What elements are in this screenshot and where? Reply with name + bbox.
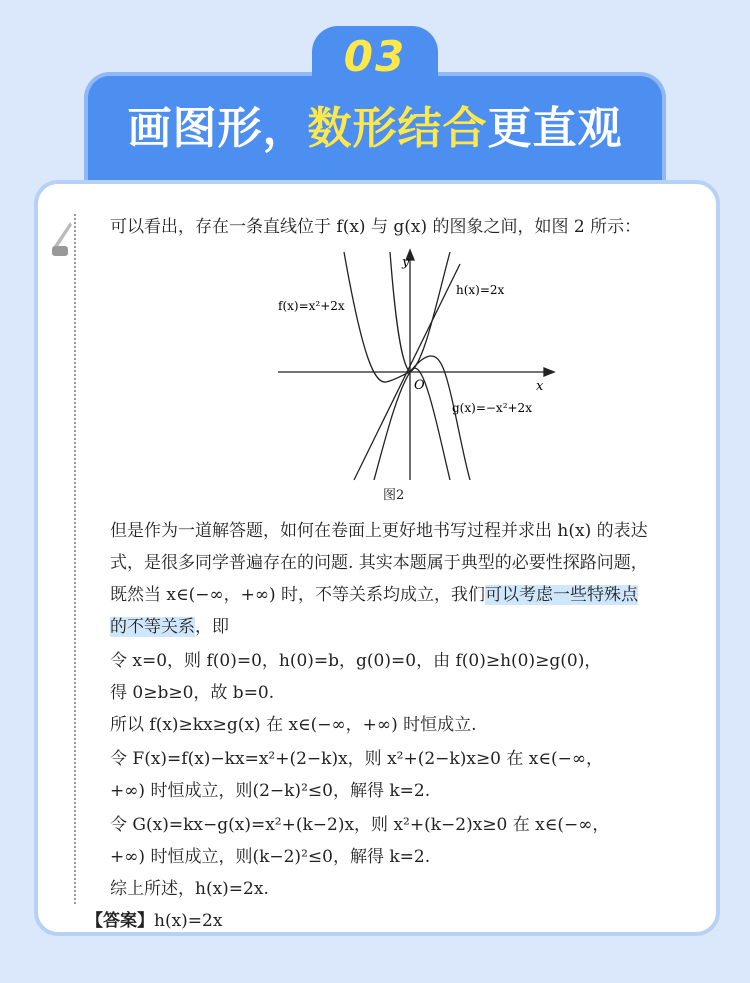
derivation-line-7: +∞) 时恒成立，则(k−2)²≤0，解得 k=2. <box>110 847 431 867</box>
highlighted-text-2: 的不等关系 <box>110 617 195 637</box>
derivation-line-2: 得 0≥b≥0，故 b=0. <box>110 683 275 703</box>
paragraph-line-3-text: 既然当 x∈(−∞，+∞) 时，不等关系均成立，我们 <box>110 585 486 605</box>
content-card <box>34 180 720 936</box>
section-badge <box>312 26 438 90</box>
paragraph-line-4-text: ，即 <box>195 617 229 637</box>
section-title <box>88 92 662 156</box>
answer-label: 【答案】 <box>86 911 154 931</box>
derivation-line-1: 令 x=0，则 f(0)=0，h(0)=b，g(0)=0，由 f(0)≥h(0)≥g(0)， <box>110 651 602 671</box>
f-function-label: f(x)=x²+2x <box>278 299 345 313</box>
derivation-line-6: 令 G(x)=kx−g(x)=x²+(k−2)x，则 x²+(k−2)x≥0 在 x∈(−∞， <box>110 815 610 835</box>
answer-line <box>86 910 222 932</box>
conclusion-line: 综上所述，h(x)=2x. <box>110 879 269 899</box>
pen-icon <box>48 220 74 260</box>
derivation-line-3: 所以 f(x)≥kx≥g(x) 在 x∈(−∞，+∞) 时恒成立. <box>110 715 477 735</box>
margin-dotted-line <box>74 214 76 904</box>
function-graph <box>274 244 594 484</box>
answer-value: h(x)=2x <box>154 911 223 931</box>
paragraph-line-3 <box>110 584 638 606</box>
paragraph-line-4 <box>110 616 229 638</box>
y-axis-label: y <box>402 255 410 270</box>
h-function-label: h(x)=2x <box>456 283 505 297</box>
paragraph-line-2: 式，是很多同学普遍存在的问题. 其实本题属于典型的必要性探路问题， <box>110 553 648 573</box>
derivation-line-5: +∞) 时恒成立，则(2−k)²≤0，解得 k=2. <box>110 781 431 801</box>
title-part-3: 更直观 <box>487 103 623 154</box>
x-axis-arrow-icon <box>544 368 554 376</box>
section-number: 03 <box>343 32 407 81</box>
x-axis-label: x <box>536 379 544 394</box>
paragraph-line-1: 但是作为一道解答题，如何在卷面上更好地书写过程并求出 h(x) 的表达 <box>110 521 648 541</box>
derivation-line-4: 令 F(x)=f(x)−kx=x²+(2−k)x，则 x²+(2−k)x≥0 在 x∈(−∞， <box>110 749 604 769</box>
intro-text: 可以看出，存在一条直线位于 f(x) 与 g(x) 的图象之间，如图 2 所示： <box>110 217 642 237</box>
title-part-2-highlight: 数形结合 <box>307 103 488 154</box>
highlighted-text-1: 可以考虑一些特殊点 <box>485 585 639 605</box>
title-part-1: 画图形， <box>127 103 308 154</box>
figure-caption: 图2 <box>383 488 405 503</box>
origin-label: O <box>414 378 425 393</box>
g-function-label: g(x)=−x²+2x <box>452 401 532 415</box>
